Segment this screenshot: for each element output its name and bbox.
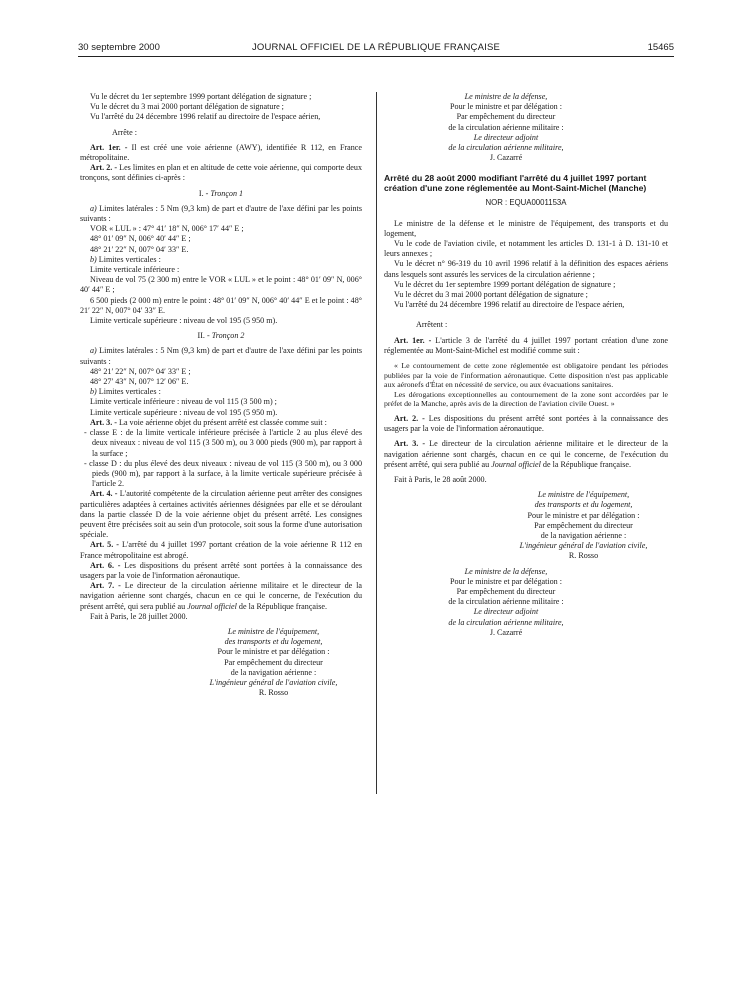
article-4 — [80, 489, 362, 540]
flight-level-text: Niveau de vol 75 (2 300 m) entre le VOR « LUL » et le point : 48° 01′ 09″ N, 006° 40′ 44″ E ; — [80, 275, 362, 295]
signatory-name: J. Cazarré — [489, 153, 523, 163]
delegation-line: Par empêchement du directeur — [534, 520, 633, 530]
article-1 — [384, 336, 668, 356]
delegation-line: Pour le ministre et par délégation : — [217, 647, 330, 657]
article-text: La voie aérienne objet du présent arrêté est classée comme suit : — [119, 417, 327, 427]
article-label: Art. 2. - — [90, 163, 118, 173]
delegation-line: Par empêchement du directeur — [456, 587, 556, 597]
lower-limit-label: Limite verticale inférieure : — [90, 265, 180, 275]
signatory-title: Le ministre de la défense, — [464, 92, 548, 101]
column-divider — [376, 92, 377, 794]
article-6 — [80, 561, 362, 581]
article-label: Art. 5. - — [90, 540, 119, 550]
visa-paragraph: Vu le code de l'aviation civile, et notamment les articles D. 131-1 à D. 131-10 et leurs annexes ; — [384, 239, 668, 259]
article-text: Le directeur de la circulation aérienne militaire et le directeur de la navigation aérienne sont chargés, chacun en ce qui le concerne, de l'exécution du présent arrêté, qui sera publié au — [384, 439, 669, 469]
visa-paragraph: Vu l'arrêté du 24 décembre 1996 relatif au directoire de l'espace aérien, — [90, 112, 321, 122]
signatory-title: de la circulation aérienne militaire, — [448, 143, 564, 153]
arrete-heading: Arrête : — [112, 127, 137, 137]
left-column — [80, 92, 362, 698]
visa-paragraph: Vu l'arrêté du 24 décembre 1996 relatif au directoire de l'espace aérien, — [394, 300, 625, 310]
section-number: II. - — [197, 331, 210, 341]
item-text: Limites latérales : 5 Nm (9,3 km) de part et d'autre de l'axe défini par les points suivants : — [80, 203, 362, 224]
arrete-heading: Arrêtent : — [416, 320, 448, 330]
page-header — [78, 42, 674, 56]
signatory-name: R. Rosso — [258, 688, 289, 698]
class-e-item: - classe E : de la limite verticale inférieure précisée à l'article 2 au plus élevé des deux niveaux : niveau de vol 115 (3 500 m), ou 3 000 pieds (900 m), par rapport à la surface ; — [84, 428, 362, 458]
header-date: 30 septembre 2000 — [78, 42, 160, 53]
item-letter: a) — [90, 346, 97, 356]
visa-paragraph: Vu le décret du 1er septembre 1999 portant délégation de signature ; — [90, 92, 312, 101]
item-letter: b) — [90, 387, 97, 397]
article-2 — [80, 163, 362, 183]
quoted-text: Les dérogations exceptionnelles au contournement de la zone sont accordées par le préfet de la Manche, après avis de la direction de l'aviation civile Ouest. » — [384, 389, 668, 409]
signatory-title: Le directeur adjoint — [473, 132, 539, 142]
article-label: Art. 3. - — [90, 417, 117, 427]
nor-reference: NOR : EQUA0001153A — [485, 198, 567, 208]
item-letter: b) — [90, 254, 97, 264]
article-3 — [384, 439, 668, 470]
article-3 — [80, 418, 362, 428]
article-text: Les dispositions du présent arrêté sont portées à la connaissance des usagers par la voie de l'information aéronautique. — [384, 414, 668, 434]
item-text: Limites latérales : 5 Nm (9,3 km) de part et d'autre de l'axe défini par les points suivants : — [80, 346, 362, 366]
signatory-title: des transports et du logement, — [534, 500, 633, 510]
signatory-name: J. Cazarré — [489, 627, 523, 637]
right-column — [384, 92, 668, 638]
journal-title: JOURNAL OFFICIEL DE LA RÉPUBLIQUE FRANÇAISE — [251, 42, 501, 53]
article-7 — [80, 581, 362, 612]
visa-paragraph: Vu le décret du 3 mai 2000 portant délégation de signature ; — [90, 102, 284, 112]
article-2 — [384, 414, 668, 434]
signing-date: Fait à Paris, le 28 juillet 2000. — [90, 611, 188, 621]
article-label: Art. 7. - — [90, 581, 121, 591]
signatory-title: Le directeur adjoint — [473, 607, 539, 617]
article-text: Les dispositions du présent arrêté sont portées à la connaissance des usagers par la voie de l'information aéronautique. — [80, 560, 362, 580]
article-text: L'autorité compétente de la circulation aérienne peut arrêter des consignes particulières adaptées à certaines activités aériennes désignées par elle et se déroulant dans la partie classée D de la voie aérienne objet du présent arrêté. Les consignes peuvent être précisées soit au sein d'un protocole, soit sous la forme d'une autorisation spéciale. — [80, 489, 363, 540]
article-text: de la République française. — [542, 459, 632, 469]
section-number: I. - — [198, 188, 209, 198]
quoted-text: « Le contournement de cette zone réglementée est obligatoire pendant les périodes publiées par la voie de l'information aéronautique. Cette disposition n'est pas applicable aux aéronefs d'État en nécessité de service, ou aux évacuations sanitaires. — [384, 361, 668, 390]
article-label: Art. 3. - — [394, 439, 426, 449]
page-number: 15465 — [647, 42, 674, 53]
visa-paragraph: Vu le décret n° 96-319 du 10 avril 1996 relatif à la définition des espaces aériens dans lesquels sont assurés les services de la circulation aérienne ; — [384, 259, 668, 279]
waypoint: 48° 27′ 43″ N, 007° 12′ 06″ E. — [90, 377, 189, 387]
item-text: Limites verticales : — [98, 254, 161, 264]
signatory-title: L'ingénieur général de l'aviation civile, — [209, 677, 338, 687]
troncon-2-heading — [80, 331, 362, 341]
class-d-item: - classe D : du plus élevé des deux niveaux : niveau de vol 115 (3 500 m), ou 3 000 pieds (900 m), par rapport à la surface, à la limite verticale supérieure précisée à l'article 2. — [84, 458, 362, 489]
signing-date: Fait à Paris, le 28 août 2000. — [394, 475, 487, 485]
waypoint: 48° 21′ 22″ N, 007° 04′ 33″ E ; — [90, 366, 191, 376]
signatory-title: Le ministre de la défense, — [464, 566, 548, 576]
section-title: Tronçon 1 — [210, 188, 244, 198]
signatory-name: R. Rosso — [568, 551, 599, 561]
header-rule — [78, 56, 674, 57]
article-text: L'article 3 de l'arrêté du 4 juillet 1997 portant création d'une zone réglementée au Mont-Saint-Michel est modifié comme suit : — [384, 335, 668, 355]
article-text: de la République française. — [238, 601, 328, 611]
lateral-limits — [80, 204, 362, 224]
delegation-line: de la circulation aérienne militaire : — [448, 122, 564, 132]
signatory-title: Le ministre de l'équipement, — [537, 490, 630, 500]
visa-paragraph: Vu le décret du 1er septembre 1999 portant délégation de signature ; — [394, 279, 616, 289]
feet-text: 6 500 pieds (2 000 m) entre le point : 48° 01′ 09″ N, 006° 40′ 44″ E et le point : 48° 21′ 22″ N, 007° 04′ 33″ E. — [80, 295, 362, 315]
preamble: Le ministre de la défense et le ministre de l'équipement, des transports et du logement, — [384, 218, 668, 238]
item-text: Limites verticales : — [98, 387, 161, 397]
waypoint: 48° 01′ 09″ N, 006° 40′ 44″ E ; — [90, 234, 191, 244]
vertical-limits — [80, 387, 362, 397]
article-label: Art. 1er. - — [90, 142, 128, 152]
article-text: Les limites en plan et en altitude de cette voie aérienne, qui comporte deux tronçons, sont définies ci-après : — [80, 163, 362, 183]
article-text: L'arrêté du 4 juillet 1997 portant création de la voie aérienne R 112 en France métropolitaine est abrogé. — [80, 540, 362, 560]
article-text: Il est créé une voie aérienne (AWY), identifiée R 112, en France métropolitaine. — [80, 142, 362, 163]
delegation-line: de la circulation aérienne militaire : — [448, 597, 564, 607]
visa-paragraph: Vu le décret du 3 mai 2000 portant délégation de signature ; — [394, 290, 588, 300]
upper-limit: Limite verticale supérieure : niveau de vol 195 (5 950 m). — [90, 316, 278, 326]
delegation-line: Par empêchement du directeur — [224, 657, 323, 667]
article-text: Le directeur de la circulation aérienne militaire et le directeur de la navigation aérienne sont chargés, chacun en ce qui le concerne, de l'exécution du présent arrêté, qui sera publié au — [80, 581, 363, 611]
section-title: Tronçon 2 — [211, 331, 245, 341]
troncon-1-heading — [80, 189, 362, 199]
arrete-title: Arrêté du 28 août 2000 modifiant l'arrêté du 4 juillet 1997 portant création d'une zone réglementée au Mont-Saint-Michel (Manche) — [384, 173, 647, 194]
waypoint: VOR « LUL » : 47° 41′ 18″ N, 006° 17′ 44″ E ; — [90, 224, 244, 234]
delegation-line: Pour le ministre et par délégation : — [527, 510, 640, 520]
signatory-title: des transports et du logement, — [224, 637, 323, 647]
article-5 — [80, 540, 362, 560]
article-label: Art. 1er. - — [394, 335, 432, 345]
delegation-line: de la navigation aérienne : — [230, 667, 317, 677]
article-label: Art. 2. - — [394, 414, 425, 424]
delegation-line: Par empêchement du directeur — [456, 112, 556, 122]
journal-reference: Journal officiel — [491, 459, 541, 469]
lateral-limits — [80, 346, 362, 366]
delegation-line: Pour le ministre et par délégation : — [450, 576, 562, 586]
delegation-line: Pour le ministre et par délégation : — [450, 102, 562, 112]
lower-limit: Limite verticale inférieure : niveau de vol 115 (3 500 m) ; — [90, 397, 277, 407]
signatory-title: Le ministre de l'équipement, — [227, 626, 320, 636]
delegation-line: de la navigation aérienne : — [540, 531, 627, 541]
item-letter: a) — [90, 203, 97, 213]
journal-reference: Journal officiel — [187, 601, 237, 611]
waypoint: 48° 21′ 22″ N, 007° 04′ 33″ E. — [90, 244, 189, 254]
signatory-title: de la circulation aérienne militaire, — [448, 617, 564, 627]
article-label: Art. 6. - — [90, 560, 121, 570]
article-label: Art. 4. - — [90, 489, 118, 499]
article-1 — [80, 143, 362, 163]
signatory-title: L'ingénieur général de l'aviation civile, — [519, 541, 648, 551]
vertical-limits — [80, 255, 362, 265]
upper-limit: Limite verticale supérieure : niveau de vol 195 (5 950 m). — [90, 407, 278, 417]
